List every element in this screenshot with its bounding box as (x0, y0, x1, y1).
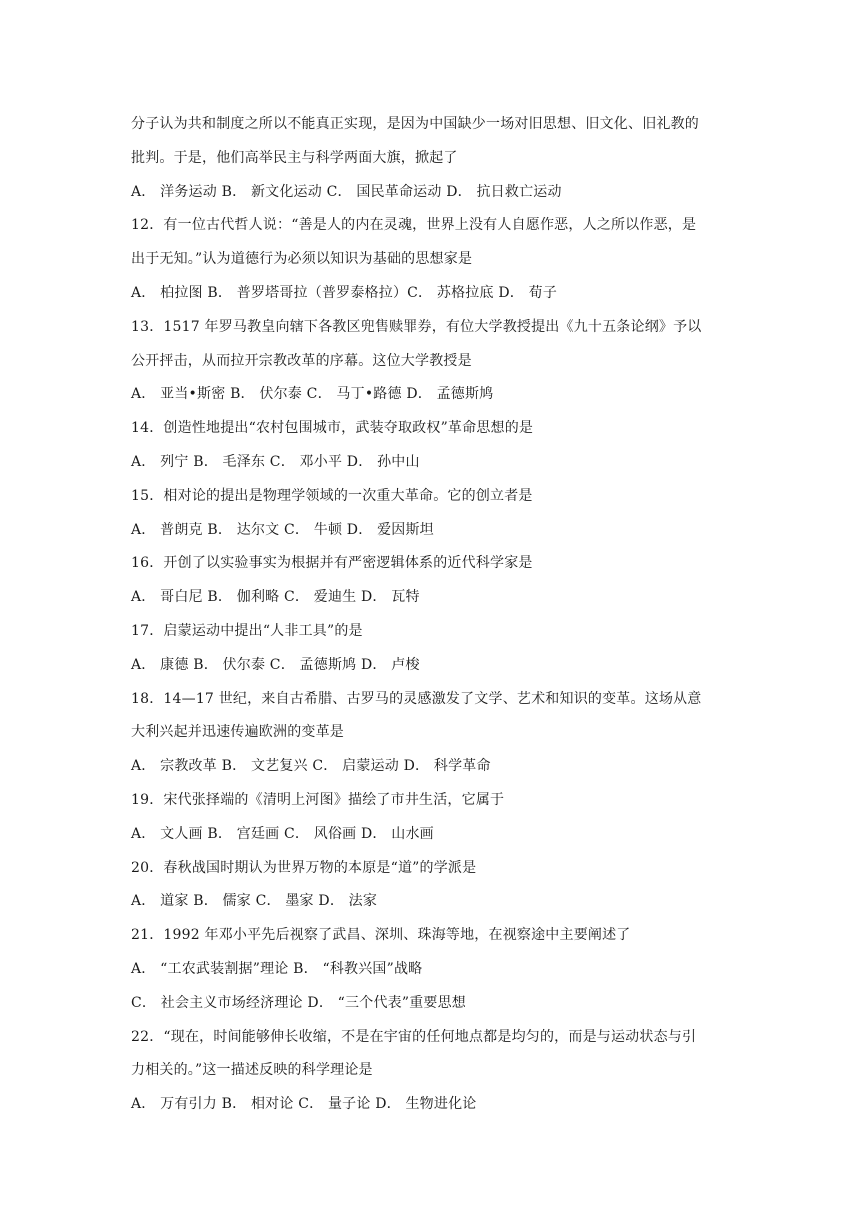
question-text: 出于无知。”认为道德行为必须以知识为基础的思想家是 (131, 251, 473, 268)
answer-options: A． 文人画 B． 宫廷画 C． 风俗画 D． 山水画 (131, 825, 434, 842)
answer-options: A． 万有引力 B． 相对论 C． 量子论 D． 生物进化论 (131, 1096, 477, 1113)
question-text: 16．开创了以实验事实为根据并有严密逻辑体系的近代科学家是 (131, 555, 533, 572)
question-text: 21．1992 年邓小平先后视察了武昌、深圳、珠海等地，在视察途中主要阐述了 (131, 927, 631, 944)
answer-options: A． 宗教改革 B． 文艺复兴 C． 启蒙运动 D． 科学革命 (131, 758, 491, 775)
question-text: 19．宋代张择端的《清明上河图》描绘了市井生活，它属于 (131, 791, 505, 808)
question-text: 公开抨击，从而拉开宗教改革的序幕。这位大学教授是 (131, 352, 472, 369)
question-text: 15．相对论的提出是物理学领域的一次重大革命。它的创立者是 (131, 487, 533, 504)
question-text: 力相关的。”这一描述反映的科学理论是 (131, 1062, 373, 1079)
question-text: 分子认为共和制度之所以不能真正实现，是因为中国缺少一场对旧思想、旧文化、旧礼教的 (131, 116, 699, 132)
answer-options: A． 普朗克 B． 达尔文 C． 牛顿 D． 爱因斯坦 (131, 521, 434, 538)
answer-options: A． 道家 B． 儒家 C． 墨家 D． 法家 (131, 893, 378, 910)
question-text: 14．创造性地提出“农村包围城市，武装夺取政权”革命思想的是 (131, 420, 534, 437)
question-text: 12．有一位古代哲人说：“善是人的内在灵魂，世界上没有人自愿作恶，人之所以作恶，是 (131, 217, 697, 234)
question-text: 18．14—17 世纪，来自古希腊、古罗马的灵感激发了文学、艺术和知识的变革。这场从意 (131, 690, 702, 707)
question-text: 13．1517 年罗马教皇向辖下各教区兜售赎罪券，有位大学教授提出《九十五条论纲》予以 (131, 318, 702, 335)
answer-options: C． 社会主义市场经济理论 D． “三个代表”重要思想 (131, 994, 467, 1011)
question-text: 17．启蒙运动中提出“人非工具”的是 (131, 622, 363, 639)
question-text: 大利兴起并迅速传遍欧洲的变革是 (131, 724, 344, 741)
question-text: 22．“现在，时间能够伸长收缩，不是在宇宙的任何地点都是均匀的，而是与运动状态与引 (131, 1028, 697, 1045)
exam-page (131, 108, 741, 1122)
answer-options: A． “工农武装割据”理论 B． “科教兴国”战略 (131, 960, 423, 977)
answer-options: A． 柏拉图 B． 普罗塔哥拉（普罗泰格拉）C． 苏格拉底 D． 荀子 (131, 284, 558, 301)
question-text: 批判。于是，他们高举民主与科学两面大旗，掀起了 (131, 149, 458, 166)
answer-options: A． 哥白尼 B． 伽利略 C． 爱迪生 D． 瓦特 (131, 589, 420, 606)
answer-options: A． 康德 B． 伏尔泰 C． 孟德斯鸠 D． 卢梭 (131, 656, 420, 673)
answer-options: A． 洋务运动 B． 新文化运动 C． 国民革命运动 D． 抗日救亡运动 (131, 183, 562, 200)
question-text: 20．春秋战国时期认为世界万物的本原是“道”的学派是 (131, 859, 477, 876)
answer-options: A． 列宁 B． 毛泽东 C． 邓小平 D． 孙中山 (131, 453, 420, 470)
answer-options: A． 亚当•斯密 B． 伏尔泰 C． 马丁•路德 D． 孟德斯鸠 (131, 386, 494, 403)
